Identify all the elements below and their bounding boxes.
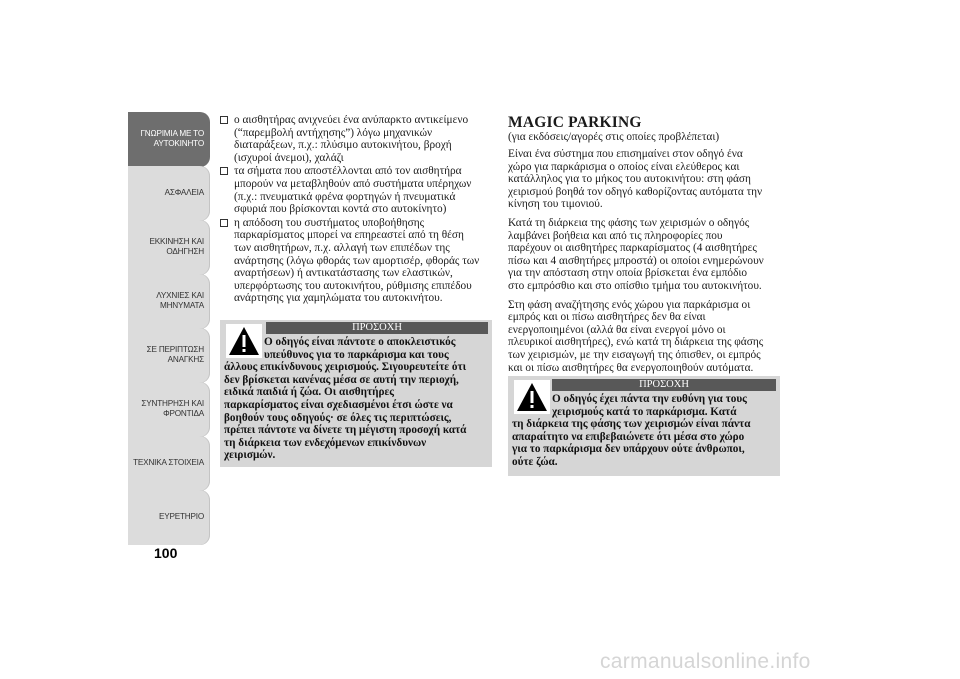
warning-text-line: τη διάρκεια των ενδεχόμενων επικίνδυνων [224, 436, 427, 449]
bullet-line: σφυριά που βρίσκονται κοντά στο αυτοκίνητο) [234, 203, 447, 216]
paragraph-line: Είναι ένα σύστημα που επισημαίνει στον οδηγό ένα [508, 148, 743, 160]
warning-text-line: χειρισμούς κατά το παρκάρισμα. Κατά [552, 405, 737, 418]
bullet-line: ανάρτησης (λόγω φθοράς των αμορτισέρ, φθοράς των [234, 254, 480, 267]
paragraph-line: και οι πίσω αισθητήρες θα ενεργοποιηθούν αυτόματα. [508, 361, 754, 374]
warning-text-line: Ο οδηγός είναι πάντοτε ο αποκλειστικός [264, 336, 456, 348]
warning-text-line: ειδικά παιδιά ή ζώα. Οι αισθητήρες [224, 386, 394, 399]
paragraph-line: ενεργοποιημένοι (αλλά θα είναι ενεργοί μόνο οι [508, 323, 726, 336]
bullet-line: τα σήματα που αποστέλλονται από τον αισθητήρα [234, 165, 462, 178]
warning-text-line: δεν βρίσκεται κανένας μέσα σε αυτή την περιοχή, [224, 373, 459, 386]
bullet-line: των αισθητήρων, π.χ. αλλαγή των επιπέδων της [234, 241, 450, 254]
bullet-line: ανάρτησης για χαμηλώματα του αυτοκινήτου. [234, 292, 443, 305]
checkbox-bullet-icon [220, 116, 228, 124]
bullet-line: (ισχυροί άνεμοι), χαλάζι [234, 151, 344, 164]
sidebar-tab[interactable] [128, 112, 210, 167]
warning-text-line: υπεύθυνος για το παρκάρισμα και τους [264, 348, 449, 361]
bullet-line: η απόδοση του συστήματος υποβοήθησης [234, 216, 425, 229]
sidebar-tab-label: ΣΕ ΠΕΡΙΠΤΩΣΗ [146, 345, 204, 354]
warning-text-line: ούτε ζώα. [512, 455, 558, 468]
bullet-line: (“παρεμβολή αντήχησης”) λόγω μηχανικών [234, 126, 433, 139]
paragraph [508, 148, 780, 211]
sidebar-tab[interactable] [128, 382, 210, 437]
paragraph-line: Κατά τη διάρκεια της φάσης των χειρισμών ο οδηγός [508, 216, 750, 229]
paragraph-line: για την απόσταση στην οποία βρίσκεται ένα εμπόδιο [508, 267, 748, 280]
sidebar-tab-label: ΣΥΝΤΗΡΗΣΗ ΚΑΙ [141, 399, 204, 408]
paragraph-line: Στη φάση αναζήτησης ενός χώρου για παρκάρισμα οι [508, 298, 751, 311]
paragraph-line: κατάλληλος για το μήκος του αυτοκινήτου: στη φάση [508, 173, 751, 186]
sidebar-tab-label: ΑΝΑΓΚΗΣ [167, 355, 204, 364]
sidebar-tab[interactable] [128, 166, 210, 221]
checkbox-bullet-icon [220, 167, 228, 175]
paragraph [508, 299, 780, 375]
bullet-line: ο αισθητήρας ανιχνεύει ένα ανύπαρκτο αντικείμενο [234, 114, 469, 126]
sidebar-tab-label: ΟΔΗΓΗΣΗ [166, 247, 204, 256]
right-column [508, 114, 780, 380]
checkbox-bullet-icon [220, 219, 228, 227]
paragraph [508, 217, 780, 293]
warning-text-line: χειρισμών. [224, 449, 276, 462]
sidebar-tab-label: ΓΝΩΡΙΜΙΑ ΜΕ ΤΟ [140, 129, 204, 138]
sidebar-tab[interactable] [128, 490, 210, 545]
warning-text-line: άλλους επικίνδυνους χειρισμούς. Σιγουρευτείτε ότι [224, 361, 467, 374]
warning-header: ΠΡΟΣΟΧΗ [552, 379, 776, 391]
sidebar-tab[interactable] [128, 220, 210, 275]
sidebar-tab-label: ΤΕΧΝΙΚΑ ΣΤΟΙΧΕΙΑ [133, 458, 204, 467]
warning-box-left [220, 320, 492, 467]
watermark: carmanualsonline.info [600, 650, 811, 673]
sidebar-tab[interactable] [128, 436, 210, 491]
warning-text-line: για το παρκάρισμα δεν υπάρχουν ούτε άνθρωποι, [512, 443, 745, 456]
paragraph-line: παρέχουν οι αισθητήρες παρκαρίσματος (4 αισθητήρες [508, 242, 757, 255]
paragraph-line: των χειρισμών, με την εισαγωγή της όπισθεν, οι εμπρός [508, 348, 761, 361]
paragraph-line: πίσω και 4 αισθητήρες μπροστά) οι οποίοι ενημερώνουν [508, 254, 764, 267]
left-column [220, 114, 492, 306]
sidebar-tab-label: ΕΥΡΕΤΗΡΙΟ [158, 512, 204, 521]
sidebar-tab-label: ΛΥΧΝΙΕΣ ΚΑΙ [156, 291, 204, 300]
paragraph-line: στο εμπρόσθιο και στο οπίσθιο τμήμα του αυτοκινήτου. [508, 279, 762, 292]
paragraph-line: λαμβάνει βοήθεια και από τις πληροφορίες που [508, 229, 723, 242]
bullet-line: αναρτήσεων) ή αντικατάστασης των ελαστικών, [234, 267, 453, 280]
sidebar-tab-label: ΜΗΝΥΜΑΤΑ [159, 301, 204, 310]
warning-text-line: βοηθούν τους οδηγούς· σε όλες τις περιπτώσεις, [224, 411, 452, 424]
page-number: 100 [154, 545, 178, 561]
sidebar-tab-label: ΑΥΤΟΚΙΝΗΤΟ [153, 139, 204, 148]
bullet-line: παρκαρίσματος μπορεί να επηρεαστεί από τη θέση [234, 229, 464, 242]
paragraph-line: πλευρικοί αισθητήρες), ενώ κατά τη διάρκεια της φάσης [508, 336, 764, 349]
bullet-item [220, 165, 492, 215]
warning-text-line: απαραίτητο να επιβεβαιώνετε ότι μέσα στο χώρο [512, 430, 745, 443]
section-subtitle: (για εκδόσεις/αγορές στις οποίες προβλέπεται) [508, 131, 720, 143]
sidebar-tab[interactable] [128, 328, 210, 383]
bullet-line: (π.χ.: πνευματικά φρένα φορτηγών ή πνευματικά [234, 190, 456, 203]
warning-header: ΠΡΟΣΟΧΗ [266, 322, 488, 334]
paragraph-line: χειρισμού βοηθά τον οδηγό καθορίζοντας αυτόματα την [508, 185, 763, 198]
sidebar-tab-label: ΑΣΦΑΛΕΙΑ [164, 188, 204, 197]
warning-text-line: παρκαρίσματος είναι σχεδιασμένοι έτσι ώστε να [224, 398, 453, 411]
warning-text-line: τη διάρκεια της φάσης των χειρισμών είναι πάντα [512, 418, 751, 431]
paragraph-line: κίνηση του τιμονιού. [508, 198, 603, 211]
sidebar-tab-label: ΕΚΚΙΝΗΣΗ ΚΑΙ [149, 237, 204, 246]
warning-box-right [508, 376, 780, 476]
bullet-line: υπερφόρτωσης του αυτοκινήτου, ρύθμισης επιπέδου [234, 279, 472, 292]
paragraph-line: χώρο για παρκάρισμα ο οποίος είναι ελεύθερος και [508, 160, 740, 173]
sidebar-tab[interactable] [128, 274, 210, 329]
bullet-line: διαταράξεων, π.χ.: πλύσιμο αυτοκινήτου, βροχή [234, 139, 452, 152]
sidebar-tab-label: ΦΡΟΝΤΙΔΑ [163, 409, 204, 418]
bullet-line: μπορούν να μεταβληθούν από συστήματα υπέρηχων [234, 177, 472, 190]
paragraph-line: εμπρός και οι πίσω αισθητήρες δεν θα είναι [508, 311, 706, 324]
bullet-item [220, 217, 492, 305]
warning-text-line: πρέπει πάντοτε να δίνετε τη μέγιστη προσοχή κατά [224, 424, 467, 437]
bullet-item [220, 114, 492, 164]
warning-text-line: Ο οδηγός έχει πάντα την ευθύνη για τους [552, 393, 747, 405]
section-title: MAGIC PARKING [508, 114, 642, 131]
